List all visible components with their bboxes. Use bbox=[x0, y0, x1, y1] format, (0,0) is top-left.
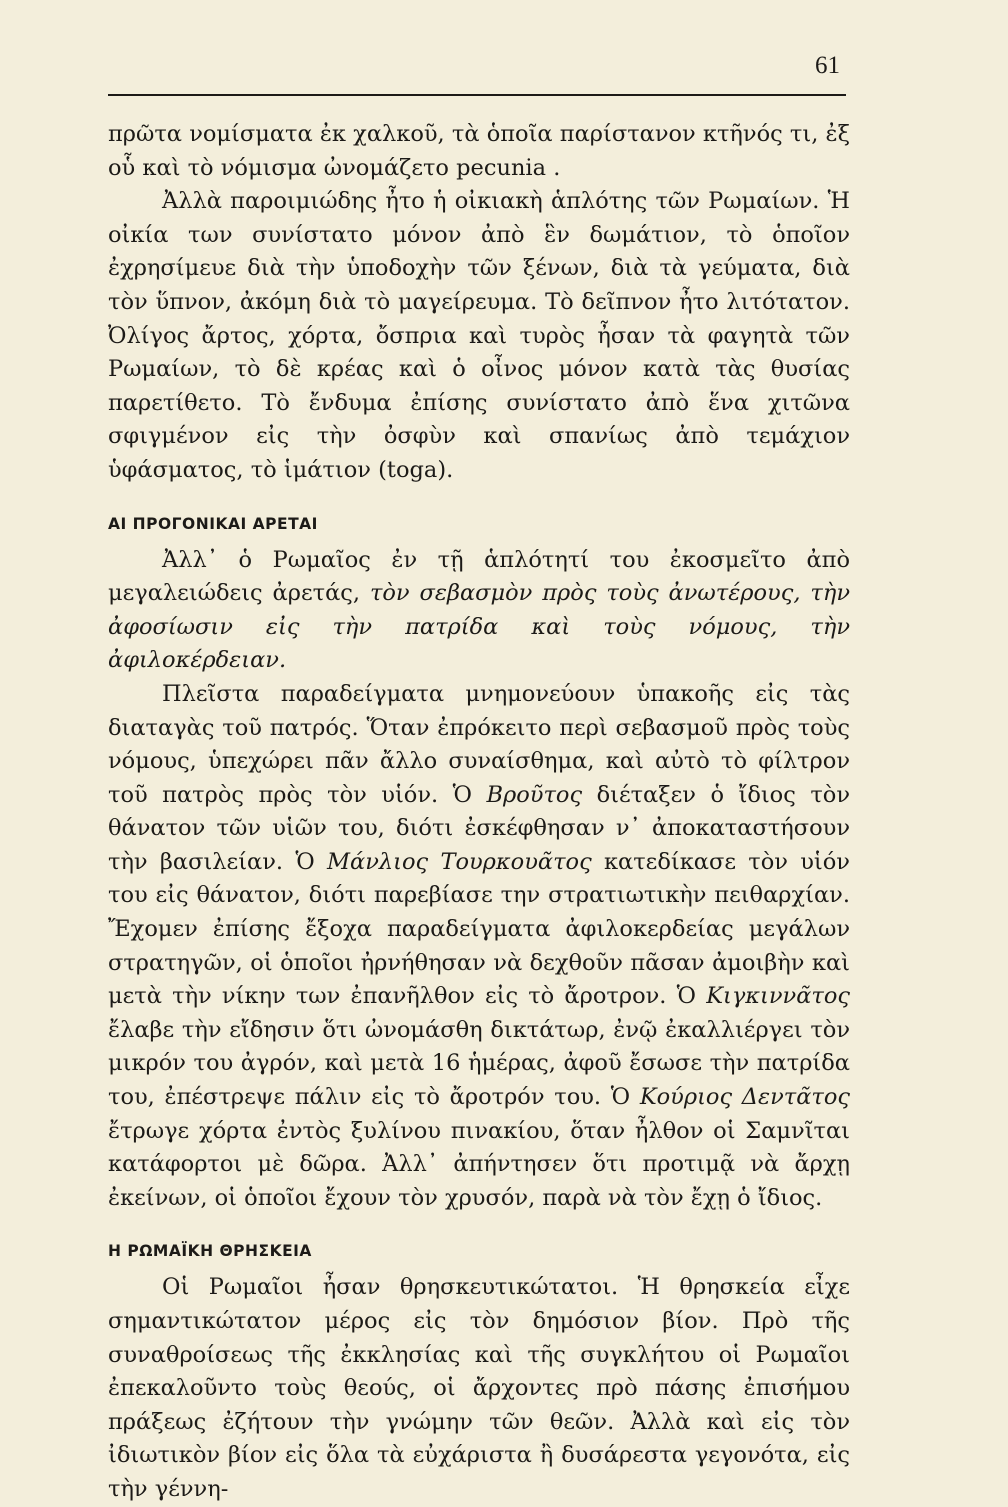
simplicity-paragraph: Ἀλλὰ παροιμιώδης ἦτο ἡ οἰκιακὴ ἁπλότης τῶν Ρωμαίων. Ἡ οἰκία των συνίστατο μόνον ἀπὸ ἓν δωμάτιον, τὸ ὁποῖον ἐχρησίμευε διὰ τὴν ὑποδοχὴν τῶν ξένων, διὰ τὰ γεύματα, διὰ τὸν ὕπνον, ἀκόμη διὰ τὸ μαγείρευμα. Τὸ δεῖπνον ἦτο λιτότατον. Ὀλίγος ἄρτος, χόρτα, ὄσπρια καὶ τυρὸς ἦσαν τὰ φαγητὰ τῶν Ρωμαίων, τὸ δὲ κρέας καὶ ὁ οἶνος μόνον κατὰ τὰς θυσίας παρετίθετο. Τὸ ἔνδυμα ἐπίσης συνίστατο ἀπὸ ἕνα χιτῶνα σφιγμένον εἰς τὴν ὀσφὺν καὶ σπανίως ἀπὸ τεμάχιον ὑφάσματος, τὸ ἱμάτιον (toga). bbox=[108, 188, 850, 483]
examples-text-1: Πλεῖστα παραδείγματα μνημονεύουν ὑπακοῆς εἰς τὰς διαταγὰς τοῦ πατρός. Ὅταν ἐπρόκειτο περὶ σεβασμοῦ πρὸς τοὺς νόμους, ὑπεχώρει πᾶν ἄλλο συναίσθημα, καὶ αὐτὸ τὸ φίλτρον τοῦ πατρὸς πρὸς τὸν υἱόν. Ὁ bbox=[108, 680, 850, 808]
virtues-intro-lead: Ἀλλ᾽ ὁ Ρωμαῖος ἐν τῇ ἁπλότητί του ἐκοσμεῖτο ἀπὸ μεγαλειώδεις ἀρετάς, bbox=[108, 546, 850, 607]
religion-paragraph: Οἱ Ρωμαῖοι ἦσαν θρησκευτικώτατοι. Ἡ θρησκεία εἶχε σημαντικώτατον μέρος εἰς τὸν δημόσιον βίον. Πρὸ τῆς συναθροίσεως τῆς ἐκκλησίας καὶ τῆς συγκλήτου οἱ Ρωμαῖοι ἐπεκαλοῦντο τοὺς θεούς, οἱ ἄρχοντες πρὸ πάσης ἐπισήμου πράξεως ἐζήτουν τὴν γνώμην τῶν θεῶν. Ἀλλὰ καὶ εἰς τὸν ἰδιωτικὸν βίον εἰς ὅλα τὰ εὐχάριστα ἢ δυσάρεστα γεγονότα, εἰς τὴν γέννη- bbox=[108, 1274, 850, 1502]
section-heading-virtues: ΑΙ ΠΡΟΓΟΝΙΚΑΙ ΑΡΕΤΑΙ bbox=[108, 514, 318, 533]
name-brutus: Βροῦτος bbox=[486, 781, 583, 808]
continuation-paragraph: πρῶτα νομίσματα ἐκ χαλκοῦ, τὰ ὁποῖα παρίστανον κτῆνός τι, ἐξ οὗ καὶ τὸ νόμισμα ὠνομάζετο pecunia . bbox=[108, 121, 850, 181]
examples-paragraph bbox=[108, 678, 850, 1216]
examples-text-3: κατεδίκασε τὸν υἱόν του εἰς θάνατον, διότι παρεβίασε την στρατιωτικὴν πειθαρχίαν. Ἔχομεν ἐπίσης ἔξοχα παραδείγματα ἀφιλοκερδείας μεγάλων στρατηγῶν, οἱ ὁποῖοι ἠρνήθησαν νὰ δεχθοῦν πᾶσαν ἀμοιβὴν καὶ μετὰ τὴν νίκην των ἐπανῆλθον εἰς τὸ ἄροτρον. Ὁ bbox=[108, 848, 850, 1010]
examples-text-4: ἔλαβε τὴν εἴδησιν ὅτι ὠνομάσθη δικτάτωρ, ἐνῷ ἐκαλλιέργει τὸν μικρόν του ἀγρόν, καὶ μετὰ 16 ἡμέρας, ἀφοῦ ἔσωσε τὴν πατρίδα του, ἐπέστρεψε πάλιν εἰς τὸ ἄροτρόν του. Ὁ bbox=[108, 1016, 850, 1111]
page-number: 61 bbox=[815, 52, 840, 79]
header-rule bbox=[108, 94, 846, 96]
virtues-intro-paragraph bbox=[108, 544, 850, 678]
virtues-list-italic: τὸν σεβασμὸν πρὸς τοὺς ἀνωτέρους, τὴν ἀφοσίωσιν εἰς τὴν πατρίδα καὶ τοὺς νόμους, τὴν ἀφιλοκέρδειαν. bbox=[108, 580, 850, 674]
examples-text-2: διέταξεν ὁ ἴδιος τὸν θάνατον τῶν υἱῶν του, διότι ἐσκέφθησαν ν᾽ ἀποκαταστήσουν τὴν βασιλείαν. Ὁ bbox=[108, 781, 850, 875]
name-cincinnatus: Κιγκιννᾶτος bbox=[706, 983, 850, 1010]
section-heading-religion: Η ΡΩΜΑΪΚΗ ΘΡΗΣΚΕΙΑ bbox=[108, 1242, 312, 1261]
examples-text-5: ἔτρωγε χόρτα ἐντὸς ξυλίνου πινακίου, ὅταν ἦλθον οἱ Σαμνῖται κατάφορτοι μὲ δῶρα. Ἀλλ᾽ ἀπήντησεν ὅτι προτιμᾷ νὰ ἄρχῃ ἐκείνων, οἱ ὁποῖοι ἔχουν τὸν χρυσόν, παρὰ νὰ τὸν ἔχῃ ὁ ἴδιος. bbox=[108, 1117, 850, 1211]
name-manlius: Μάνλιος Τουρκουᾶτος bbox=[327, 848, 592, 875]
name-curius: Κούριος Δεντᾶτος bbox=[639, 1084, 850, 1111]
page-content bbox=[108, 118, 850, 1507]
